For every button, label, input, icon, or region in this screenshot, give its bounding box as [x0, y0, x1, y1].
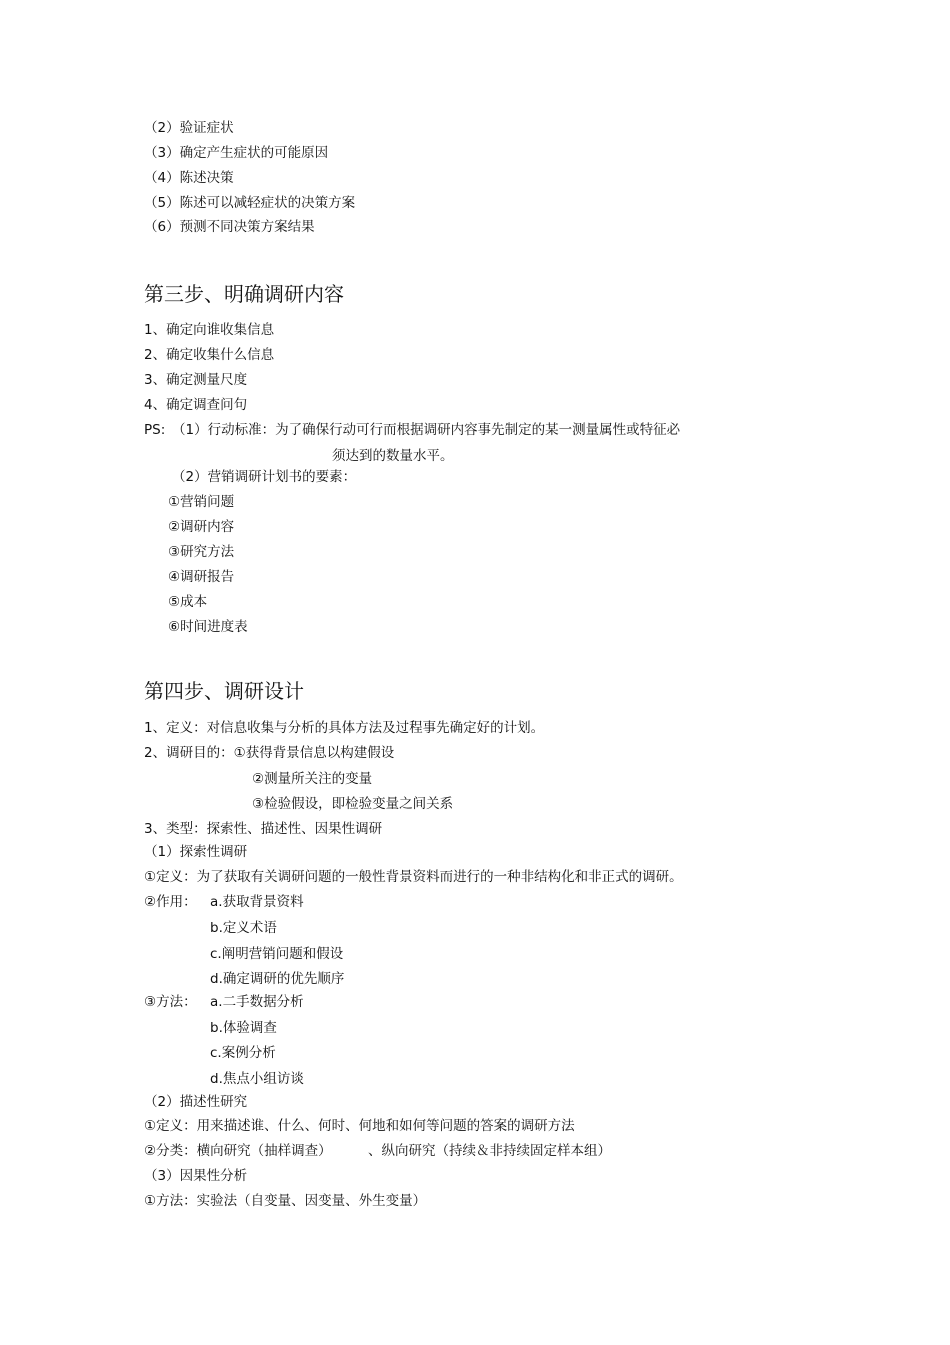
- definition-line: ①定义：用来描述谁、什么、何时、何地和如何等问题的答案的调研方法: [144, 1118, 575, 1134]
- list-item: a.二手数据分析: [210, 994, 304, 1010]
- list-item: ④调研报告: [168, 569, 235, 585]
- list-item: 3、确定测量尺度: [144, 372, 248, 388]
- ps-action-standard: （1）行动标准：为了确保行动可行而根据调研内容事先制定的某一测量属性或特征必: [172, 422, 681, 438]
- classification-line: ②分类：横向研究（抽样调查）: [144, 1143, 332, 1159]
- list-item: ⑥时间进度表: [168, 619, 248, 635]
- definition-line: 1、定义：对信息收集与分析的具体方法及过程事先确定好的计划。: [144, 720, 545, 736]
- method-line: ①方法：实验法（自变量、因变量、外生变量）: [144, 1193, 427, 1209]
- list-item: ①营销问题: [168, 494, 235, 510]
- list-item: （5）陈述可以减轻症状的决策方案: [144, 195, 356, 211]
- list-item: c.阐明营销问题和假设: [210, 946, 344, 962]
- classification-line-cont: 、纵向研究（持续＆非持续固定样本组）: [368, 1143, 611, 1159]
- list-item: b.体验调查: [210, 1020, 277, 1036]
- list-item: 4、确定调查问句: [144, 397, 248, 413]
- purpose-line: ③检验假设，即检验变量之间关系: [252, 796, 454, 812]
- definition-line: ①定义：为了获取有关调研问题的一般性背景资料而进行的一种非结构化和非正式的调研。: [144, 869, 683, 885]
- list-item: c.案例分析: [210, 1045, 276, 1061]
- subsection-title: （1）探索性调研: [144, 844, 248, 860]
- section-heading-step4: 第四步、调研设计: [144, 679, 304, 703]
- list-item: d.确定调研的优先顺序: [210, 971, 345, 987]
- list-item: 1、确定向谁收集信息: [144, 322, 275, 338]
- list-item: （4）陈述决策: [144, 170, 234, 186]
- subsection-title: （2）描述性研究: [144, 1094, 248, 1110]
- list-item: b.定义术语: [210, 920, 277, 936]
- ps-plan-elements-title: （2）营销调研计划书的要素：: [172, 469, 357, 485]
- purpose-line: ②测量所关注的变量: [252, 771, 373, 787]
- section-heading-step3: 第三步、明确调研内容: [144, 282, 344, 306]
- list-item: （2）验证症状: [144, 120, 234, 136]
- list-item: ②调研内容: [168, 519, 235, 535]
- methods-label: ③方法：: [144, 994, 197, 1010]
- list-item: ⑤成本: [168, 594, 208, 610]
- list-item: 2、确定收集什么信息: [144, 347, 275, 363]
- ps-action-standard-cont: 须达到的数量水平。: [332, 448, 454, 464]
- list-item: （6）预测不同决策方案结果: [144, 219, 315, 235]
- ps-label: PS:: [144, 422, 166, 438]
- list-item: a.获取背景资料: [210, 894, 304, 910]
- purpose-line: 2、调研目的：①获得背景信息以构建假设: [144, 745, 395, 761]
- list-item: d.焦点小组访谈: [210, 1071, 304, 1087]
- types-line: 3、类型：探索性、描述性、因果性调研: [144, 821, 383, 837]
- list-item: （3）确定产生症状的可能原因: [144, 145, 329, 161]
- uses-label: ②作用：: [144, 894, 197, 910]
- subsection-title: （3）因果性分析: [144, 1168, 248, 1184]
- list-item: ③研究方法: [168, 544, 235, 560]
